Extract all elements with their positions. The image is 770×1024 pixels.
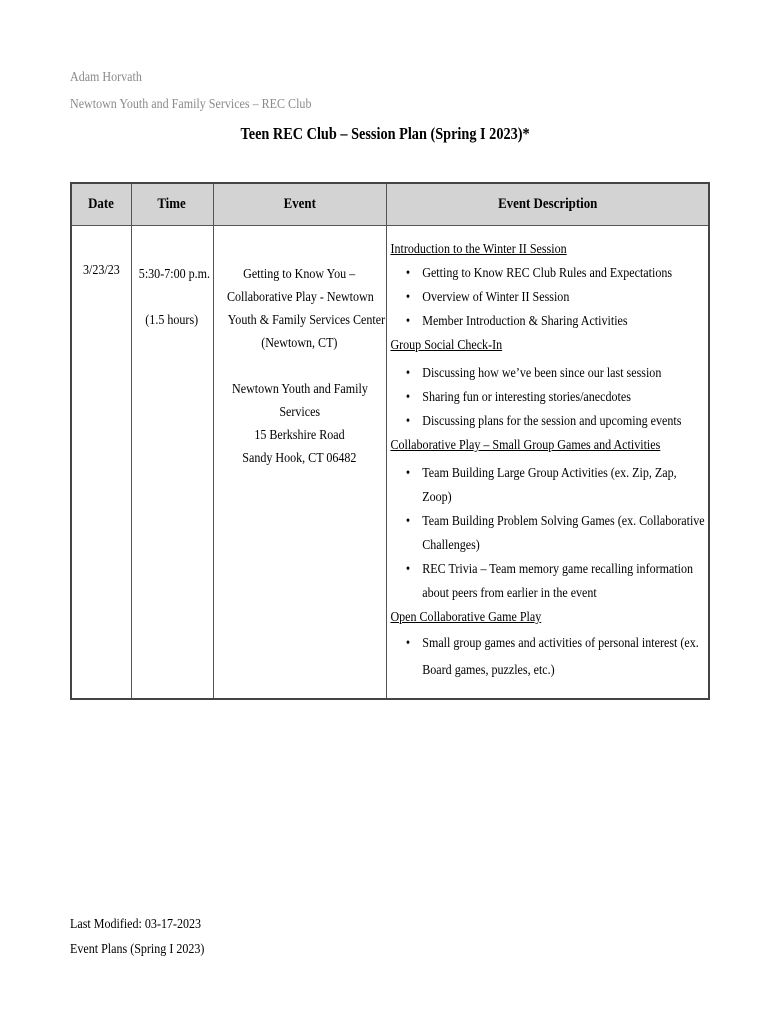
document-title-wrap: [0, 124, 770, 144]
section-heading: Collaborative Play – Small Group Games and Activities: [389, 438, 660, 453]
table-header-row: [71, 183, 709, 226]
footer: [70, 912, 204, 962]
column-header-time: Time: [131, 183, 213, 226]
list-item: • Member Introduction & Sharing Activities: [387, 310, 705, 334]
location-line: 15 Berkshire Road: [254, 428, 345, 443]
document-title: Teen REC Club – Session Plan (Spring I 2023)*: [240, 124, 530, 143]
location-line: Newtown Youth and Family: [231, 382, 368, 397]
location-line: Sandy Hook, CT 06482: [242, 451, 357, 466]
session-plan-table: [70, 182, 710, 700]
list-item: • REC Trivia – Team memory game recalling information about peers from earlier in the event: [387, 558, 705, 606]
event-line: Getting to Know You –: [243, 267, 356, 282]
date-value: 3/23/23: [82, 263, 120, 278]
list-item: • Discussing plans for the session and upcoming events: [387, 410, 705, 434]
author-name: Adam Horvath: [70, 70, 142, 85]
column-header-event: Event: [213, 183, 386, 226]
bullet-list: [387, 362, 705, 434]
last-modified: Last Modified: 03-17-2023: [70, 917, 202, 932]
description-cell: [386, 226, 709, 700]
bullet-list: [387, 630, 705, 684]
event-line: (Newtown, CT): [261, 336, 338, 351]
list-item: • Discussing how we’ve been since our last session: [387, 362, 705, 386]
author-block: [70, 64, 311, 118]
time-cell: [131, 226, 213, 700]
event-line: Youth & Family Services Center: [227, 313, 385, 328]
column-header-date: Date: [71, 183, 131, 226]
section-heading: Group Social Check-In: [389, 338, 502, 353]
list-item: • Getting to Know REC Club Rules and Expectations: [387, 262, 705, 286]
list-item: • Team Building Large Group Activities (ex. Zip, Zap, Zoop): [387, 462, 705, 510]
time-value: 5:30-7:00 p.m.: [138, 267, 210, 282]
section-heading: Introduction to the Winter II Session: [389, 242, 567, 257]
bullet-list: [387, 262, 705, 334]
organization-name: Newtown Youth and Family Services – REC Club: [70, 97, 312, 112]
event-line: Collaborative Play - Newtown: [226, 290, 374, 305]
list-item: • Overview of Winter II Session: [387, 286, 705, 310]
list-item: • Sharing fun or interesting stories/anecdotes: [387, 386, 705, 410]
column-header-description: Event Description: [386, 183, 709, 226]
section-heading: Open Collaborative Game Play: [389, 610, 541, 625]
list-item: • Team Building Problem Solving Games (ex. Collaborative Challenges): [387, 510, 705, 558]
list-item: • Small group games and activities of personal interest (ex. Board games, puzzles, etc.): [387, 630, 705, 684]
duration-value: (1.5 hours): [145, 313, 199, 328]
table-row: [71, 226, 709, 700]
bullet-list: [387, 462, 705, 606]
document-name: Event Plans (Spring I 2023): [70, 942, 205, 957]
location-line: Services: [279, 405, 320, 420]
description-content: [387, 238, 705, 684]
date-cell: [71, 226, 131, 700]
event-cell: [213, 226, 386, 700]
